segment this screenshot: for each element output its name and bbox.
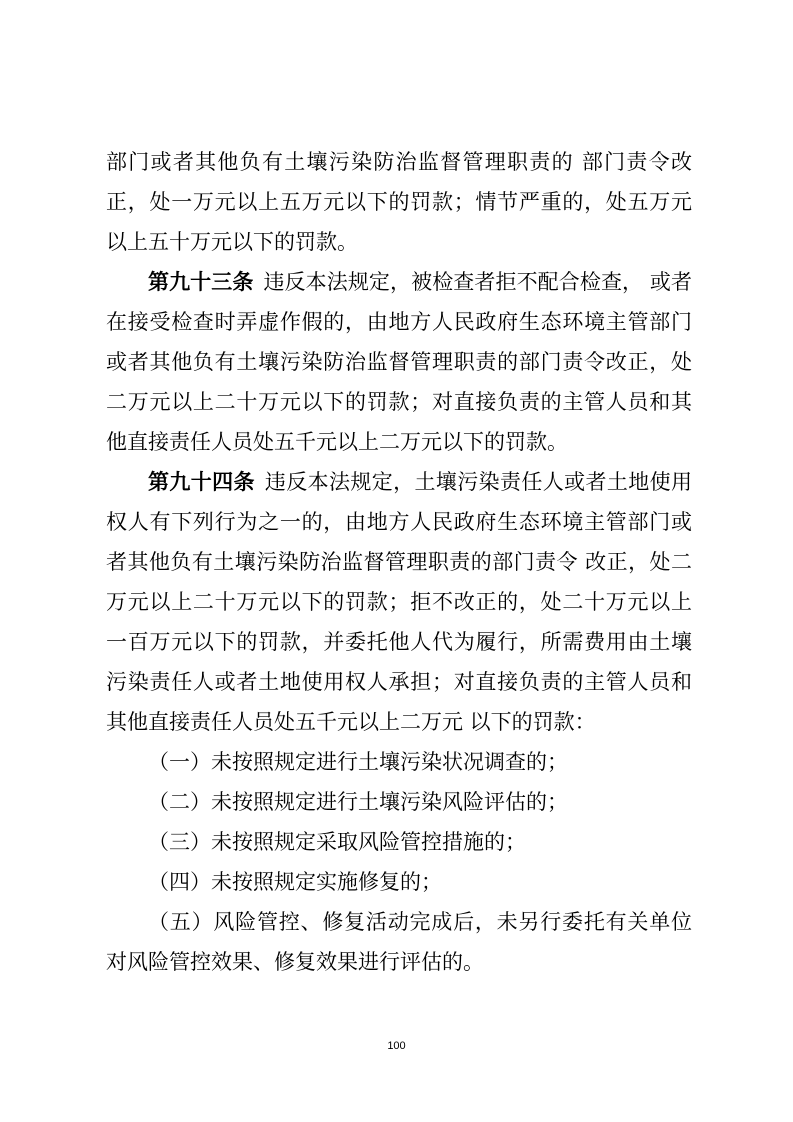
article-93 [106, 262, 692, 462]
list-item-text: （四）未按照规定实施修复的； [148, 870, 442, 894]
list-item-5 [106, 902, 692, 982]
page-number: 100 [387, 1040, 406, 1052]
list-item-3 [106, 822, 692, 862]
list-item-text: （一）未按照规定进行土壤污染状况调查的； [148, 750, 568, 774]
list-item-text: （三）未按照规定采取风险管控措施的； [148, 830, 526, 854]
list-item-2 [106, 782, 692, 822]
article-number: 第九十三条 [148, 270, 254, 294]
article-number: 第九十四条 [148, 470, 255, 494]
paragraph-text: 部门或者其他负有土壤污染防治监督管理职责的 部门责令改正，处一万元以上五万元以下的罚款；情节严重的，处五万元以上五十万元以下的罚款。 [106, 150, 692, 254]
list-item-text: （二）未按照规定进行土壤污染风险评估的； [148, 790, 568, 814]
paragraph-text: 违反本法规定，土壤污染责任人或者土地使用权人有下列行为之一的，由地方人民政府生态环境主管部门或者其他负有土壤污染防治监督管理职责的部门责令 改正，处二万元以上二十万元以下的罚款；拒不改正的，处二十万元以上一百万元以下的罚款，并委托他人代为履行，所需费用由土壤污染责任人或者土地使用权人承担；对直接负责的主管人员和其他直接责任人员处五千元以上二万元 以下的罚款： [106, 470, 692, 734]
paragraph-continuation [106, 142, 692, 262]
list-item-text: （五）风险管控、修复活动完成后，未另行委托有关单位对风险管控效果、修复效果进行评估的。 [106, 910, 692, 974]
list-item-4 [106, 862, 692, 902]
list-item-1 [106, 742, 692, 782]
article-94 [106, 462, 692, 742]
paragraph-text: 违反本法规定，被检查者拒不配合检查， 或者在接受检查时弄虚作假的，由地方人民政府生态环境主管部门或者其他负有土壤污染防治监督管理职责的部门责令改正，处二万元以上二十万元以下的罚款；对直接负责的主管人员和其他直接责任人员处五千元以上二万元以下的罚款。 [106, 270, 692, 454]
document-body [106, 142, 692, 982]
